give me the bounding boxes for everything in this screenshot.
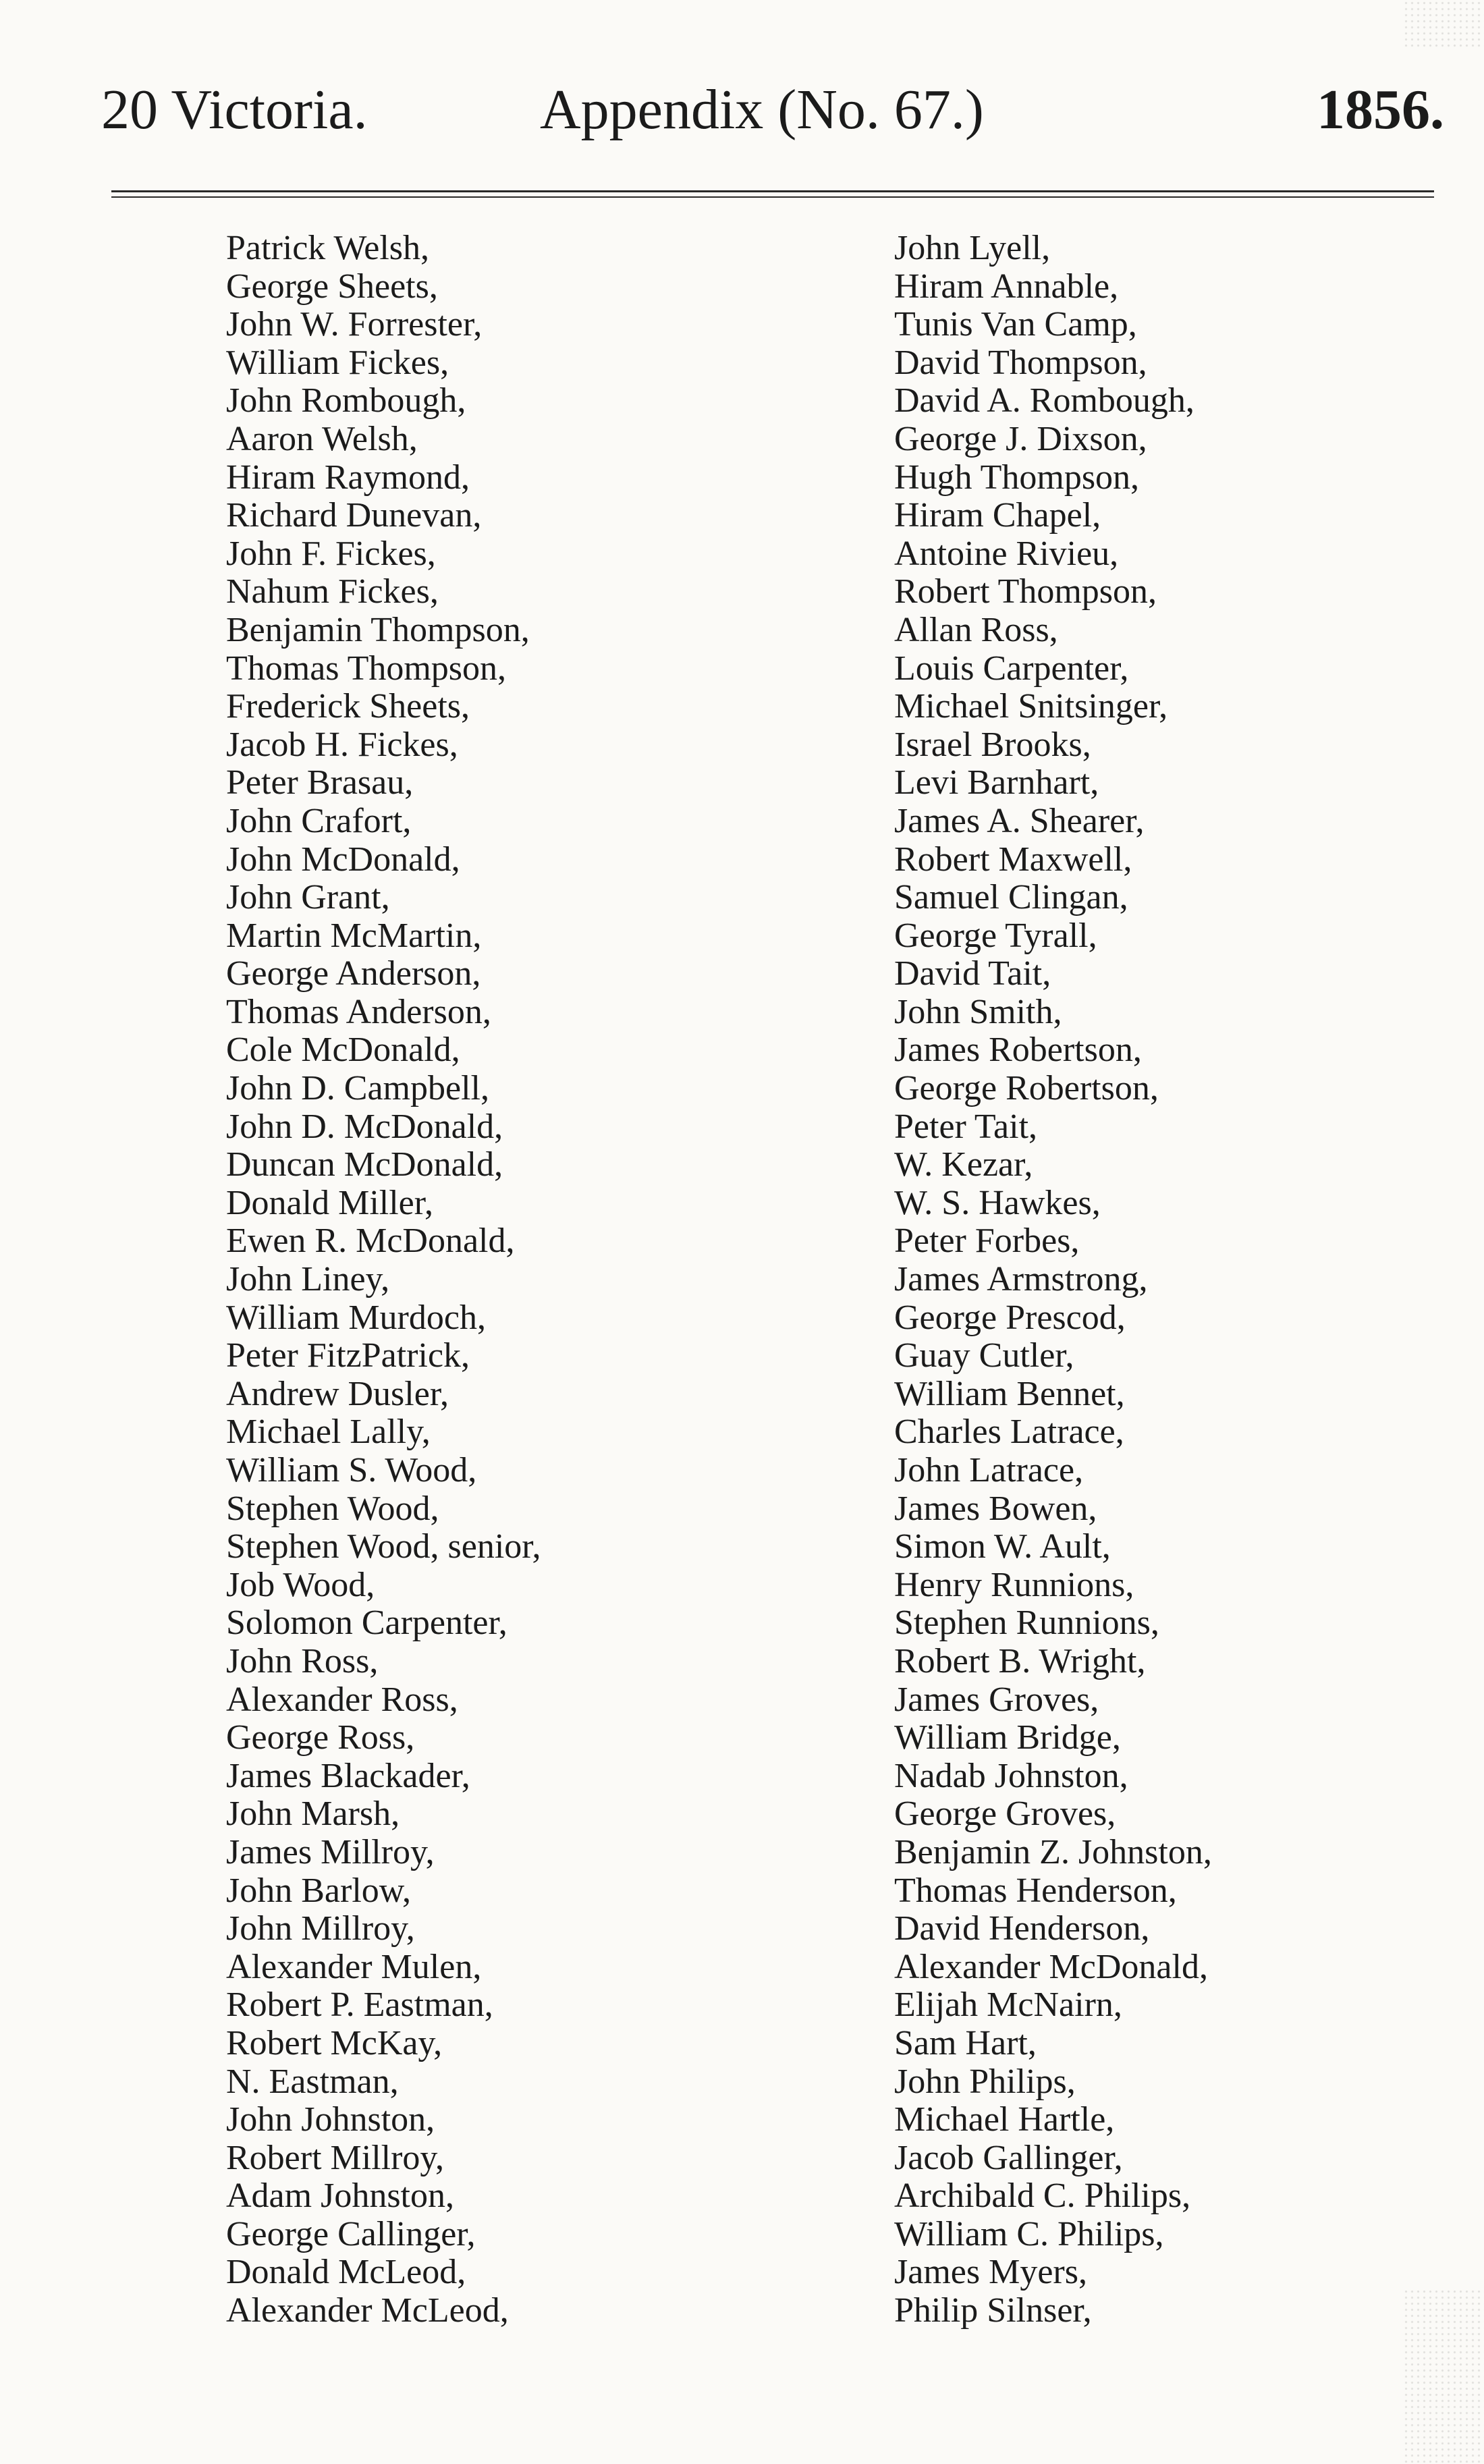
name-entry: Jacob Gallinger,: [894, 2138, 1123, 2177]
name-entry: James Bowen,: [894, 1489, 1097, 1528]
name-entry: John D. Campbell,: [226, 1069, 489, 1108]
name-entry: William C. Philips,: [894, 2214, 1164, 2253]
name-entry: George Callinger,: [226, 2214, 476, 2253]
name-entry: Stephen Runnions,: [894, 1604, 1159, 1643]
name-entry: George Anderson,: [226, 954, 481, 993]
name-entry: Benjamin Thompson,: [226, 610, 530, 649]
name-entry: Allan Ross,: [894, 610, 1058, 649]
name-entry: Solomon Carpenter,: [226, 1604, 507, 1643]
name-entry: Peter FitzPatrick,: [226, 1336, 470, 1375]
name-entry: Michael Lally,: [226, 1413, 431, 1452]
name-entry: Robert Thompson,: [894, 572, 1157, 611]
name-entry: William Bennet,: [894, 1374, 1125, 1413]
name-entry: Robert Maxwell,: [894, 840, 1132, 879]
name-entry: Robert B. Wright,: [894, 1641, 1146, 1680]
name-entry: George J. Dixson,: [894, 419, 1147, 458]
header-rule: [111, 190, 1434, 192]
name-entry: George Groves,: [894, 1795, 1116, 1834]
name-entry: John Liney,: [226, 1260, 390, 1299]
name-entry: Alexander Ross,: [226, 1680, 458, 1719]
name-entry: W. Kezar,: [894, 1145, 1033, 1184]
name-entry: Israel Brooks,: [894, 725, 1091, 764]
name-entry: Frederick Sheets,: [226, 687, 470, 726]
name-entry: Henry Runnions,: [894, 1565, 1134, 1604]
name-entry: Richard Dunevan,: [226, 496, 482, 535]
name-entry: James Blackader,: [226, 1756, 470, 1795]
name-entry: James Robertson,: [894, 1031, 1142, 1070]
name-entry: John W. Forrester,: [226, 305, 483, 344]
name-entry: Michael Hartle,: [894, 2100, 1115, 2139]
name-entry: Levi Barnhart,: [894, 763, 1099, 802]
name-entry: Antoine Rivieu,: [894, 534, 1119, 573]
page-header: [101, 73, 1444, 147]
name-entry: Louis Carpenter,: [894, 649, 1129, 688]
name-entry: Patrick Welsh,: [226, 229, 430, 267]
name-entry: Sam Hart,: [894, 2023, 1037, 2062]
name-entry: Simon W. Ault,: [894, 1527, 1111, 1566]
name-entry: Alexander McDonald,: [894, 1947, 1208, 1986]
name-entry: Tunis Van Camp,: [894, 305, 1137, 344]
name-entry: John Barlow,: [226, 1871, 411, 1910]
name-entry: Martin McMartin,: [226, 916, 482, 955]
name-entry: William S. Wood,: [226, 1451, 477, 1489]
name-entry: John D. McDonald,: [226, 1107, 503, 1146]
name-entry: David Tait,: [894, 954, 1051, 993]
page-edge-speckle: [1403, 0, 1484, 47]
name-entry: William Murdoch,: [226, 1298, 486, 1337]
names-left-column: [226, 229, 833, 2330]
name-entry: Hiram Raymond,: [226, 458, 470, 497]
name-entry: Guay Cutler,: [894, 1336, 1074, 1375]
name-entry: David Henderson,: [894, 1909, 1150, 1948]
name-entry: Andrew Dusler,: [226, 1374, 449, 1413]
name-entry: Donald Miller,: [226, 1183, 433, 1222]
name-entry: Thomas Thompson,: [226, 649, 507, 688]
name-entry: Peter Tait,: [894, 1107, 1038, 1146]
names-right-column: [894, 229, 1434, 2330]
name-entry: John McDonald,: [226, 840, 460, 879]
name-entry: George Prescod,: [894, 1298, 1126, 1337]
name-entry: William Fickes,: [226, 343, 449, 382]
name-entry: Peter Brasau,: [226, 763, 414, 802]
name-entry: George Robertson,: [894, 1069, 1159, 1108]
name-entry: John Ross,: [226, 1641, 379, 1680]
name-entry: Jacob H. Fickes,: [226, 725, 458, 764]
name-entry: Archibald C. Philips,: [894, 2176, 1191, 2216]
name-entry: James Groves,: [894, 1680, 1099, 1719]
name-entry: James Millroy,: [226, 1832, 435, 1871]
name-entry: John Grant,: [226, 878, 390, 917]
name-entry: John Marsh,: [226, 1795, 400, 1834]
name-entry: John Crafort,: [226, 801, 412, 840]
name-entry: George Sheets,: [226, 267, 438, 306]
name-entry: John Rombough,: [226, 381, 466, 420]
name-entry: John F. Fickes,: [226, 534, 436, 573]
name-entry: Robert P. Eastman,: [226, 1986, 493, 2025]
name-entry: James Myers,: [894, 2253, 1087, 2292]
name-entry: Robert McKay,: [226, 2023, 443, 2062]
name-entry: George Tyrall,: [894, 916, 1097, 955]
name-entry: John Smith,: [894, 992, 1062, 1031]
name-entry: N. Eastman,: [226, 2062, 399, 2101]
name-entry: William Bridge,: [894, 1718, 1121, 1757]
name-entry: Alexander Mulen,: [226, 1947, 482, 1986]
name-entry: John Millroy,: [226, 1909, 415, 1948]
name-entry: Thomas Henderson,: [894, 1871, 1177, 1910]
name-entry: Duncan McDonald,: [226, 1145, 503, 1184]
name-entry: Elijah McNairn,: [894, 1986, 1122, 2025]
name-entry: David A. Rombough,: [894, 381, 1194, 420]
name-entry: Hiram Annable,: [894, 267, 1119, 306]
name-entry: John Latrace,: [894, 1451, 1084, 1489]
name-entry: Philip Silnser,: [894, 2291, 1092, 2330]
name-entry: Robert Millroy,: [226, 2138, 445, 2177]
name-entry: Stephen Wood, senior,: [226, 1527, 541, 1566]
name-entry: Aaron Welsh,: [226, 419, 418, 458]
name-entry: Nahum Fickes,: [226, 572, 439, 611]
name-entry: James Armstrong,: [894, 1260, 1148, 1299]
name-entry: George Ross,: [226, 1718, 415, 1757]
name-entry: Charles Latrace,: [894, 1413, 1124, 1452]
header-session: 20 Victoria.: [101, 78, 368, 141]
name-entry: Samuel Clingan,: [894, 878, 1128, 917]
name-entry: W. S. Hawkes,: [894, 1183, 1101, 1222]
name-entry: Thomas Anderson,: [226, 992, 491, 1031]
header-rule: [111, 196, 1434, 198]
name-entry: Cole McDonald,: [226, 1031, 460, 1070]
name-entry: Michael Snitsinger,: [894, 687, 1168, 726]
name-entry: Hugh Thompson,: [894, 458, 1140, 497]
name-entry: Donald McLeod,: [226, 2253, 466, 2292]
name-entry: Hiram Chapel,: [894, 496, 1101, 535]
name-entry: Adam Johnston,: [226, 2176, 454, 2216]
name-entry: John Lyell,: [894, 229, 1051, 267]
name-entry: Job Wood,: [226, 1565, 375, 1604]
header-year: 1856.: [1317, 78, 1444, 141]
name-entry: Peter Forbes,: [894, 1222, 1080, 1261]
name-entry: Ewen R. McDonald,: [226, 1222, 515, 1261]
name-entry: John Philips,: [894, 2062, 1076, 2101]
name-entry: John Johnston,: [226, 2100, 435, 2139]
name-entry: Stephen Wood,: [226, 1489, 439, 1528]
name-entry: Alexander McLeod,: [226, 2291, 509, 2330]
header-appendix: Appendix (No. 67.): [540, 78, 984, 141]
name-entry: Benjamin Z. Johnston,: [894, 1832, 1212, 1871]
name-entry: David Thompson,: [894, 343, 1147, 382]
name-entry: Nadab Johnston,: [894, 1756, 1128, 1795]
name-entry: James A. Shearer,: [894, 801, 1145, 840]
